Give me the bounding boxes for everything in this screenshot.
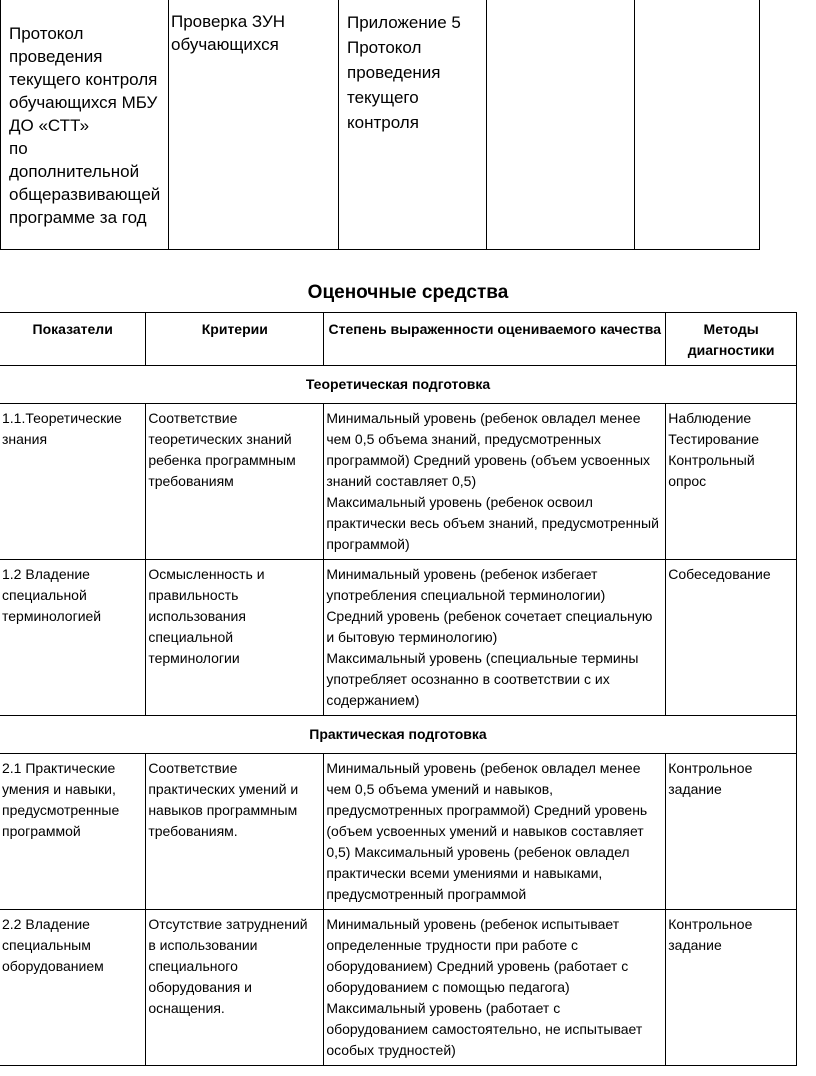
degree-cell: Минимальный уровень (ребенок испытывает определенные трудности при работе с оборудованием) Средний уровень (работает с оборудованием с помощью педагога) Максимальный уровень (работает с оборудованием самостоятельно, не испытывает особых трудностей) [324,910,666,1066]
criteria-cell: Соответствие теоретических знаний ребенка программным требованиям [146,404,324,560]
column-header: Показатели [0,313,146,366]
criteria-cell: Отсутствие затруднений в использовании специального оборудования и оснащения. [146,910,324,1066]
header-check-cell: Проверка ЗУН обучающихся [169,0,339,249]
section-row [0,716,797,754]
methods-cell: Собеседование [666,560,797,716]
assessment-table [0,312,797,1066]
indicator-cell: 2.2 Владение специальным оборудованием [0,910,146,1066]
table-header-row [0,313,797,366]
indicator-cell: 2.1 Практические умения и навыки, предусмотренные программой [0,754,146,910]
methods-cell: Контрольное задание [666,910,797,1066]
column-header: Критерии [146,313,324,366]
criteria-cell: Соответствие практических умений и навыков программным требованиям. [146,754,324,910]
table-row [0,404,797,560]
indicator-cell: 1.1.Теоретические знания [0,404,146,560]
column-header: Степень выраженности оцениваемого качества [324,313,666,366]
indicator-cell: 1.2 Владение специальной терминологией [0,560,146,716]
degree-cell: Минимальный уровень (ребенок овладел менее чем 0,5 объема умений и навыков, предусмотренных программой) Средний уровень (объем усвоенных умений и навыков составляет 0,5) Максимальный уровень (ребенок овладел практически всеми умениями и навыками, предусмотренный программой [324,754,666,910]
methods-cell: Контрольное задание [666,754,797,910]
header-protocol-cell: Протокол проведения текущего контроля обучающихся МБУ ДО «СТТ» по дополнительной общеразвивающей программе за год [1,0,169,249]
page-title: Оценочные средства [307,282,509,303]
section-label: Теоретическая подготовка [0,366,797,404]
section-row [0,366,797,404]
table-row [0,910,797,1066]
header-appendix-cell: Приложение 5 Протокол проведения текущего контроля [339,0,487,249]
methods-cell: Наблюдение Тестирование Контрольный опрос [666,404,797,560]
table-row [0,560,797,716]
header-table [0,0,760,250]
header-empty-cell [487,0,635,249]
table-row [0,754,797,910]
criteria-cell: Осмысленность и правильность использования специальной терминологии [146,560,324,716]
header-empty-cell [635,0,759,249]
column-header: Методы диагностики [666,313,797,366]
degree-cell: Минимальный уровень (ребенок избегает употребления специальной терминологии) Средний уровень (ребенок сочетает специальную и бытовую терминологию) Максимальный уровень (специальные термины употребляет осознанно в соответствии с их содержанием) [324,560,666,716]
section-label: Практическая подготовка [0,716,797,754]
degree-cell: Минимальный уровень (ребенок овладел менее чем 0,5 объема знаний, предусмотренных программой) Средний уровень (объем усвоенных знаний составляет 0,5) Максимальный уровень (ребенок освоил практически весь объем знаний, предусмотренный программой) [324,404,666,560]
